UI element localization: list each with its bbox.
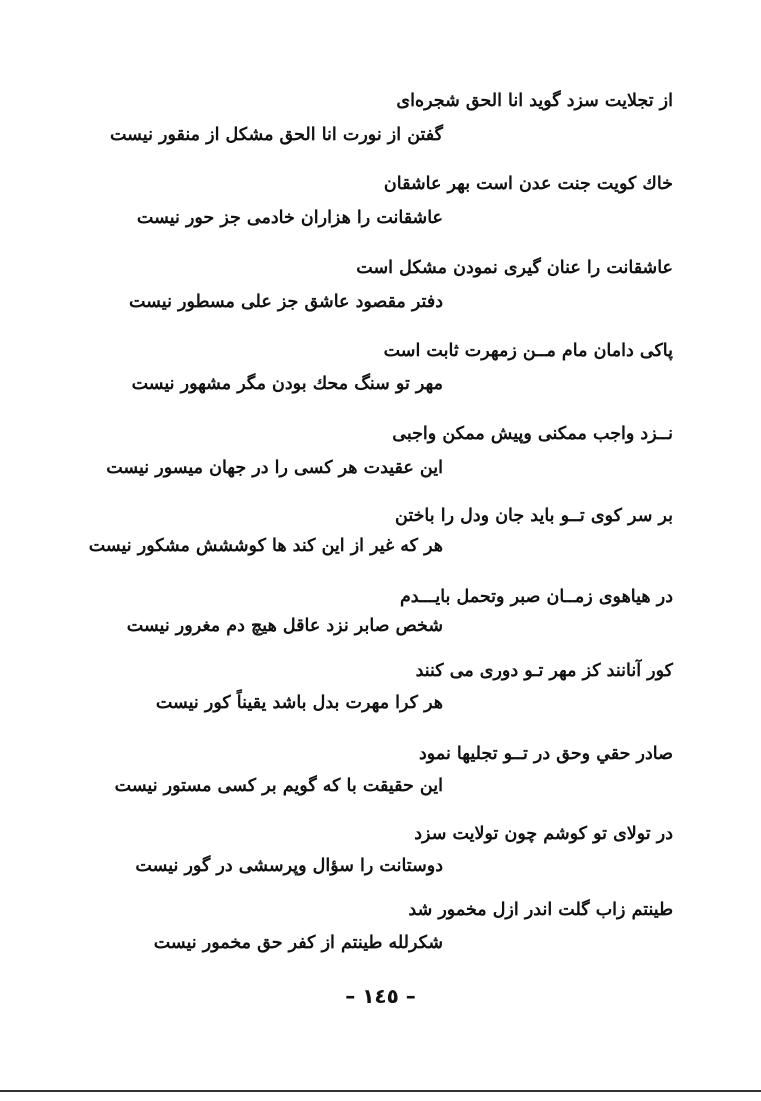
verse-8-second-hemistich: هر کرا مهرت بدل باشد یقیناً کور نیست	[155, 693, 443, 713]
verse-9-first-hemistich: صادر حقي وحق در تــو تجليها نمود	[419, 744, 673, 764]
verse-9-second-hemistich: این حقیقت با که گویم بر کسی مستور نیست	[114, 776, 443, 796]
verse-4-first-hemistich: پاکی دامان مام مــن زمهرت ثابت است	[383, 341, 673, 361]
bottom-rule-divider	[0, 1090, 761, 1092]
verse-3-first-hemistich: عاشقانت را عنان گیری نمودن مشکل است	[356, 258, 673, 278]
verse-8-first-hemistich: کور آنانند کز مهر تـو دوری می کنند	[415, 661, 673, 681]
verse-6-second-hemistich: هر که غیر از این کند ها کوششش مشکور نیست	[88, 536, 443, 556]
verse-10-second-hemistich: دوستانت را سؤال وپرسشی در گور نیست	[135, 856, 443, 876]
verse-4-second-hemistich: مهر تو سنگ محك بودن مگر مشهور نیست	[131, 374, 443, 394]
verse-11-second-hemistich: شکرلله طینتم از کفر حق مخمور نیست	[153, 933, 443, 953]
page-number: – ١٤٥ –	[345, 984, 416, 1008]
verse-5-first-hemistich: نــزد واجب ممکنی وپیش ممکن واجبی	[392, 424, 673, 444]
verse-5-second-hemistich: این عقیدت هر کسی را در جهان میسور نیست	[106, 458, 443, 478]
verse-7-second-hemistich: شخص صابر نزد عاقل هیچ دم مغرور نیست	[126, 616, 443, 636]
verse-11-first-hemistich: طینتم زاب گلت اندر ازل مخمور شد	[408, 900, 673, 920]
verse-1-first-hemistich: از تجلایت سزد گوید انا الحق شجره‌ای	[396, 91, 673, 111]
verse-3-second-hemistich: دفتر مقصود عاشق جز علی مسطور نیست	[129, 292, 443, 312]
verse-1-second-hemistich: گفتن از نورت انا الحق مشکل از منقور نیست	[110, 125, 443, 145]
verse-2-second-hemistich: عاشقانت را هزاران خادمی جز حور نیست	[136, 208, 443, 228]
verse-10-first-hemistich: در تولای تو کوشم چون تولایت سزد	[414, 824, 673, 844]
verse-2-first-hemistich: خاك کویت جنت عدن است بهر عاشقان	[383, 174, 673, 194]
verse-6-first-hemistich: بر سر کوی تــو باید جان ودل را باختن	[395, 506, 673, 526]
verse-7-first-hemistich: در هیاهوی زمــان صبر وتحمل بایـــدم	[399, 587, 673, 607]
